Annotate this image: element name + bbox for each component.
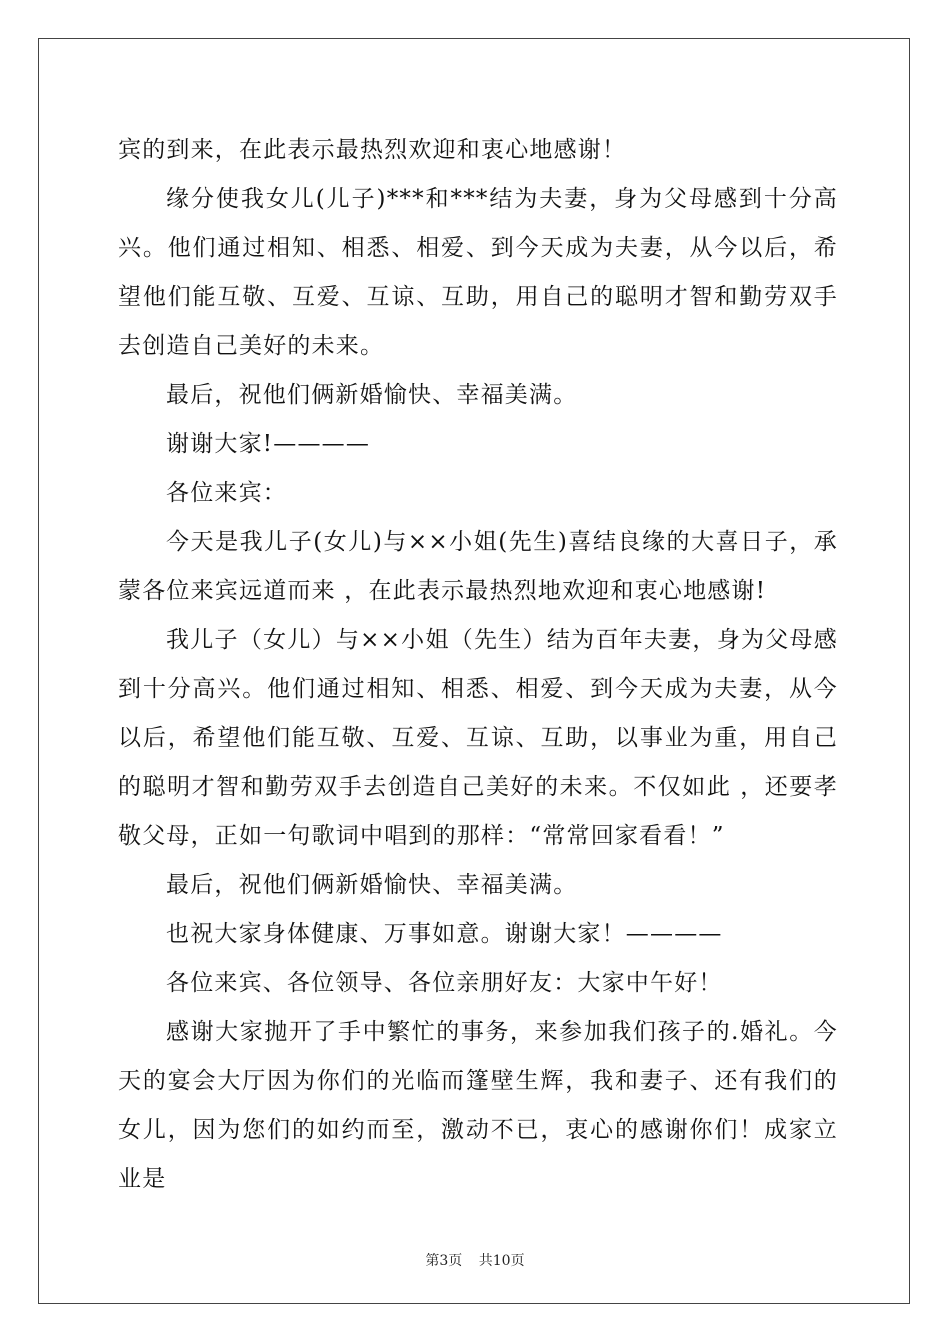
page-total: 共10页 [478,1253,525,1269]
paragraph-5: 各位来宾： [166,480,287,506]
page-number: 第3页 [425,1253,463,1269]
document-body [118,126,838,1204]
paragraph-11: 感谢大家抛开了手中繁忙的事务，来参加我们孩子的.婚礼。今天的宴会大厅因为你们的光临而篷壁生辉，我和妻子、还有我们的女儿，因为您们的如约而至，激动不已，衷心的感谢你们！成家立业是 [118,1019,838,1192]
paragraph-2: 缘分使我女儿(儿子)***和***结为夫妻，身为父母感到十分高兴。他们通过相知、相悉、相爱、到今天成为夫妻，从今以后，希望他们能互敬、互爱、互谅、互助，用自己的聪明才智和勤劳双手去创造自己美好的未来。 [118,186,838,359]
page-footer [0,1250,950,1270]
paragraph-1: 宾的到来，在此表示最热烈欢迎和衷心地感谢！ [118,137,627,163]
paragraph-7: 我儿子（女儿）与××小姐（先生）结为百年夫妻，身为父母感到十分高兴。他们通过相知、相悉、相爱、到今天成为夫妻，从今以后，希望他们能互敬、互爱、互谅、互助，以事业为重，用自己的聪明才智和勤劳双手去创造自己美好的未来。不仅如此 ，还要孝敬父母，正如一句歌词中唱到的那样：“常常回家看看！” [118,627,838,849]
paragraph-3: 最后，祝他们俩新婚愉快、幸福美满。 [166,382,578,408]
paragraph-6: 今天是我儿子(女儿)与××小姐(先生)喜结良缘的大喜日子，承蒙各位来宾远道而来 ，在此表示最热烈地欢迎和衷心地感谢! [118,529,838,604]
paragraph-4: 谢谢大家!———— [166,431,371,457]
paragraph-10: 各位来宾、各位领导、各位亲朋好友：大家中午好！ [166,970,723,996]
paragraph-8: 最后，祝他们俩新婚愉快、幸福美满。 [166,872,578,898]
paragraph-9: 也祝大家身体健康、万事如意。谢谢大家！———— [166,921,723,947]
